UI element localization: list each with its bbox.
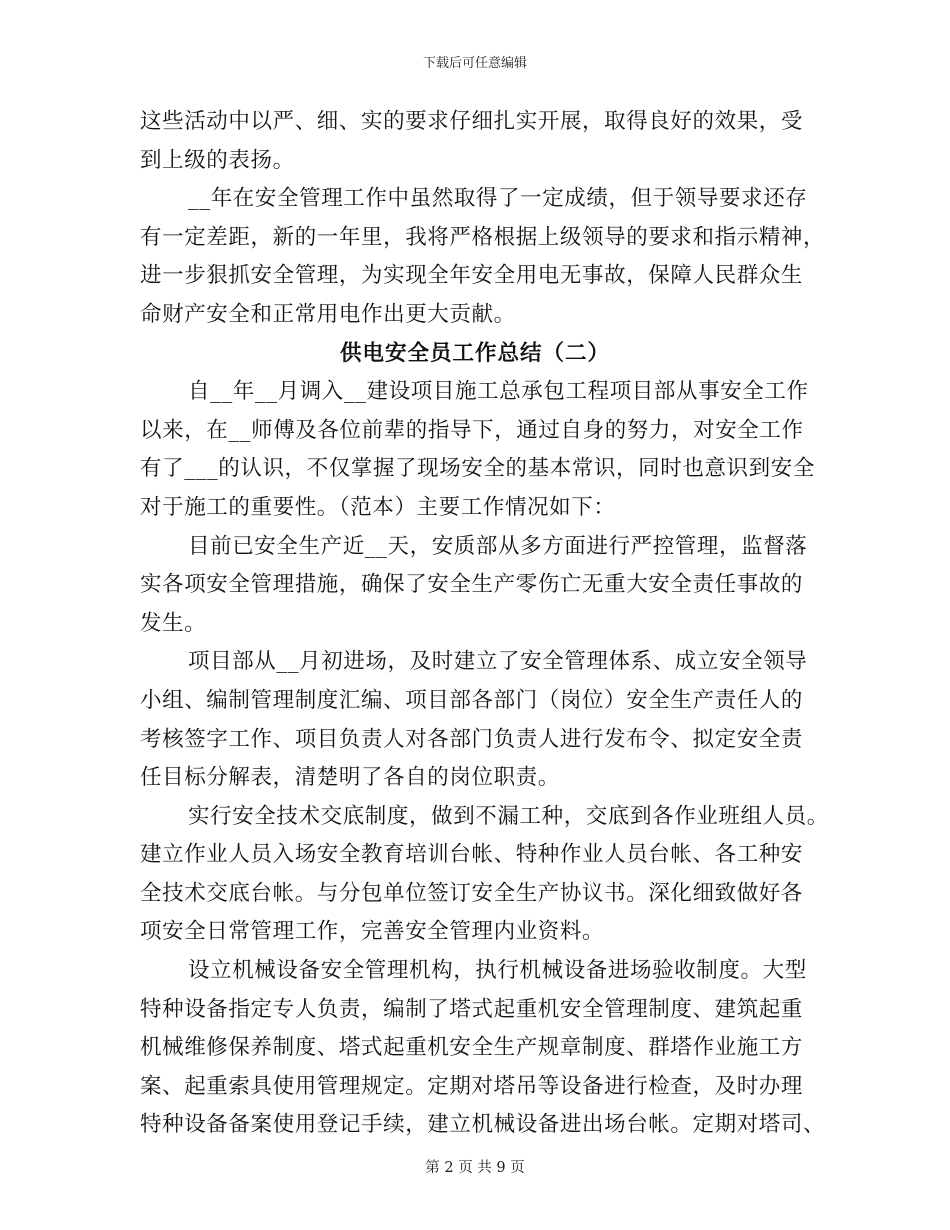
text-line: 命财产安全和正常用电作出更大贡献。	[140, 301, 516, 327]
text-line: 对于施工的重要性。（范本）主要工作情况如下：	[140, 494, 616, 520]
text-line: 全技术交底台帐。与分包单位签订安全生产协议书。深化细致做好各	[140, 880, 804, 906]
page-header: 下载后可任意编辑	[422, 56, 527, 71]
text-line: 案、起重索具使用管理规定。定期对塔吊等设备进行检查，及时办理	[140, 1073, 804, 1099]
text-line: 机械维修保养制度、塔式起重机安全生产规章制度、群塔作业施工方	[140, 1035, 804, 1061]
text-line: 特种设备备案使用登记手续，建立机械设备进出场台帐。定期对塔司、	[140, 1112, 826, 1138]
text-line: 任目标分解表，清楚明了各自的岗位职责。	[140, 765, 560, 791]
text-line: 以来，在__师傅及各位前辈的指导下，通过自身的努力，对安全工作	[140, 417, 804, 443]
page-footer: 第 2 页 共 9 页	[425, 1160, 525, 1176]
text-line: 进一步狠抓安全管理，为实现全年安全用电无事故，保障人民群众生	[140, 263, 804, 289]
text-line: 考核签字工作、项目负责人对各部门负责人进行发布令、拟定安全责	[140, 726, 804, 752]
text-line: 有了___的认识，不仅掌握了现场安全的基本常识，同时也意识到安全	[140, 456, 815, 482]
text-line: 到上级的表扬。	[140, 147, 295, 173]
text-line: 小组、编制管理制度汇编、项目部各部门（岗位）安全生产责任人的	[140, 687, 804, 713]
text-line: 实行安全技术交底制度，做到不漏工种，交底到各作业班组人员。	[188, 803, 829, 829]
text-line: 有一定差距，新的一年里，我将严格根据上级领导的要求和指示精神，	[140, 224, 826, 250]
text-line: __年在安全管理工作中虽然取得了一定成绩，但于领导要求还存	[188, 186, 808, 212]
document-body	[140, 103, 829, 1145]
text-line: 设立机械设备安全管理机构，执行机械设备进场验收制度。大型	[188, 958, 807, 984]
text-line: 项安全日常管理工作，完善安全管理内业资料。	[140, 919, 605, 945]
section-title: 供电安全员工作总结（二）	[339, 340, 610, 366]
text-line: 目前已安全生产近__天，安质部从多方面进行严控管理，监督落	[188, 533, 808, 559]
text-line: 建立作业人员入场安全教育培训台帐、特种作业人员台帐、各工种安	[140, 842, 804, 868]
text-line: 这些活动中以严、细、实的要求仔细扎实开展，取得良好的效果，受	[140, 109, 804, 134]
text-line: 发生。	[140, 610, 207, 636]
text-line: 特种设备指定专人负责，编制了塔式起重机安全管理制度、建筑起重	[140, 996, 804, 1022]
text-line: 项目部从__月初进场，及时建立了安全管理体系、成立安全领导	[188, 649, 808, 675]
text-line: 实各项安全管理措施，确保了安全生产零伤亡无重大安全责任事故的	[140, 572, 804, 598]
text-line: 自__年__月调入__建设项目施工总承包工程项目部从事安全工作	[188, 379, 809, 405]
